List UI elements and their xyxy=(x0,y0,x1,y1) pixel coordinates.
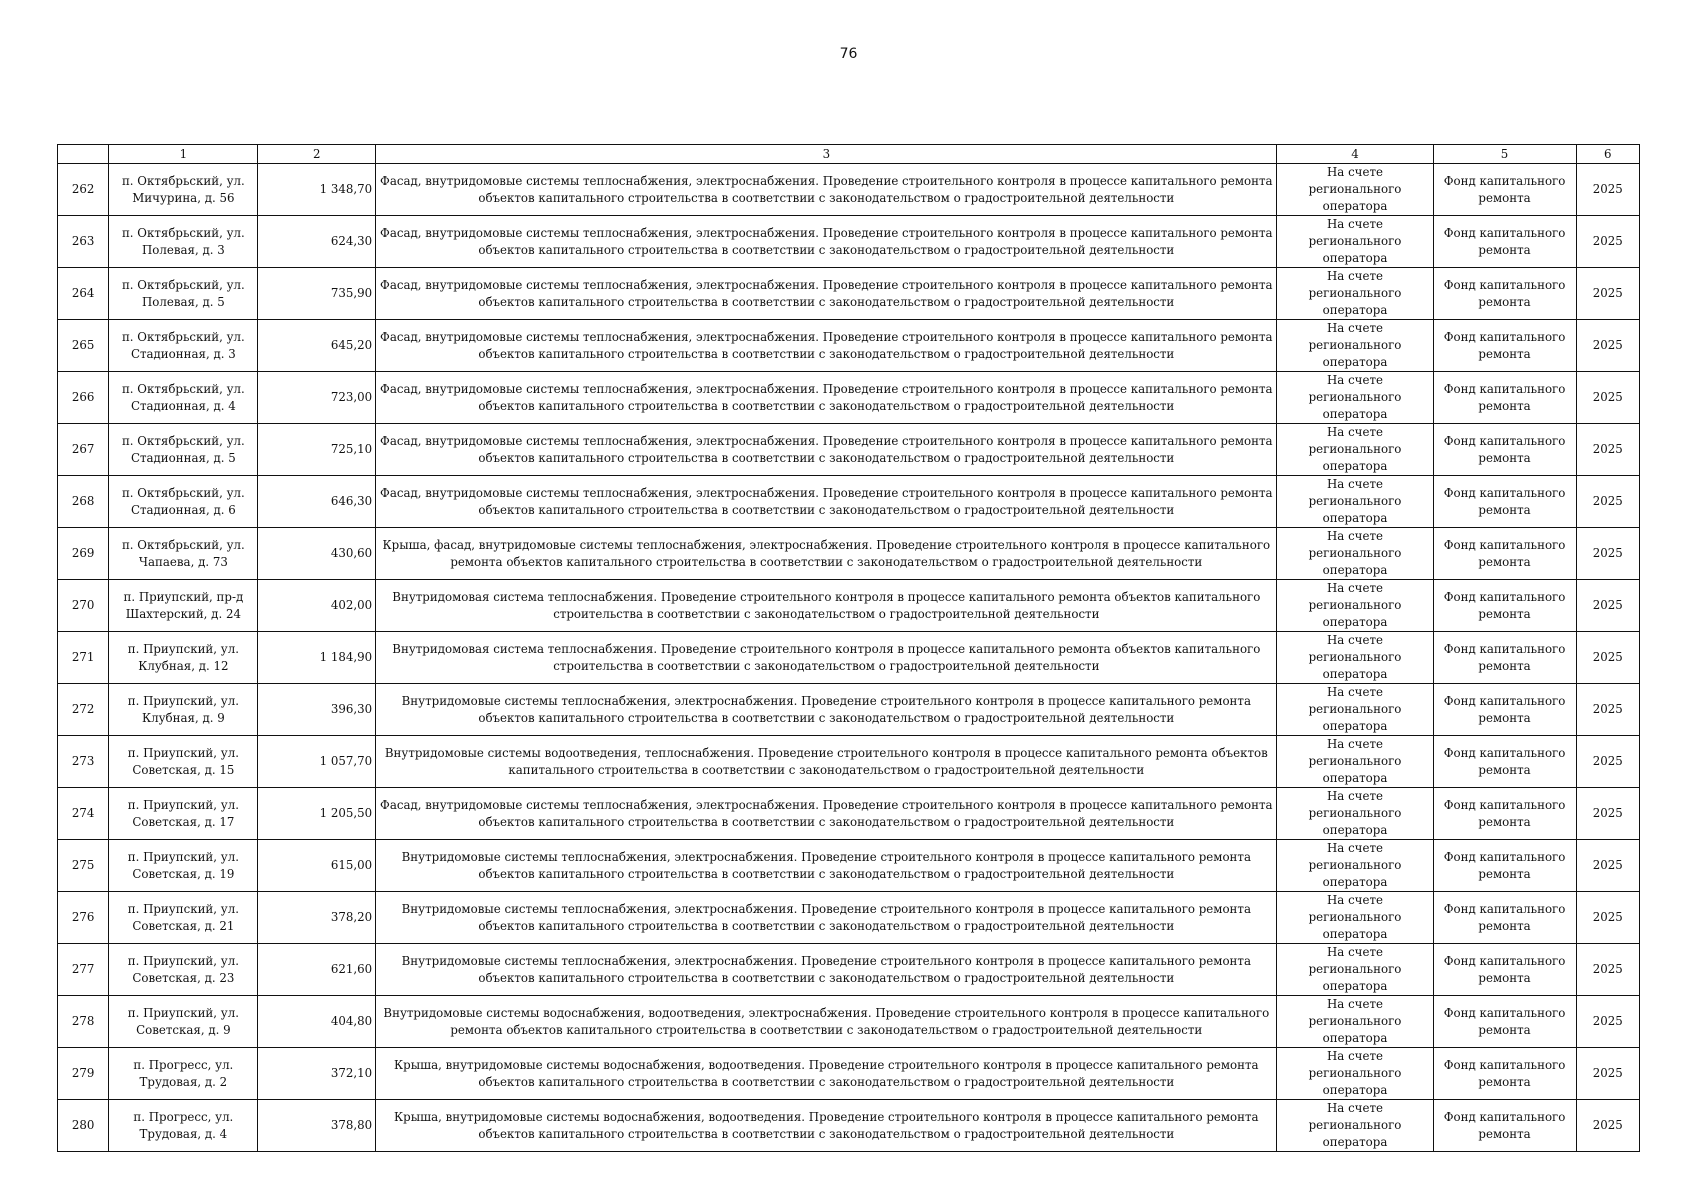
area-cell: 646,30 xyxy=(258,476,376,528)
year-cell: 2025 xyxy=(1576,372,1639,424)
works-description-cell: Фасад, внутридомовые системы теплоснабжения, электроснабжения. Проведение строительного контроля в процессе капитального ремонта объектов капитального строительства в соответствии с законодательством о градостроительной деятельности xyxy=(376,372,1277,424)
works-description-cell: Крыша, фасад, внутридомовые системы теплоснабжения, электроснабжения. Проведение строительного контроля в процессе капитального ремонта объектов капитального строительства в соответствии с законодательством о градостроительной деятельности xyxy=(376,528,1277,580)
funding-source-cell: Фонд капитального ремонта xyxy=(1433,632,1576,684)
area-cell: 402,00 xyxy=(258,580,376,632)
address-cell: п. Прогресс, ул. Трудовая, д. 4 xyxy=(109,1100,258,1152)
address-cell: п. Приупский, ул. Клубная, д. 12 xyxy=(109,632,258,684)
funding-source-cell: Фонд капитального ремонта xyxy=(1433,424,1576,476)
table-row xyxy=(58,1100,1640,1152)
area-cell: 615,00 xyxy=(258,840,376,892)
funding-source-cell: Фонд капитального ремонта xyxy=(1433,476,1576,528)
account-type-cell: На счете регионального оператора xyxy=(1277,528,1433,580)
area-cell: 1 057,70 xyxy=(258,736,376,788)
funding-source-cell: Фонд капитального ремонта xyxy=(1433,840,1576,892)
address-cell: п. Октябрьский, ул. Стадионная, д. 5 xyxy=(109,424,258,476)
row-number-cell: 264 xyxy=(58,268,109,320)
address-cell: п. Приупский, ул. Советская, д. 23 xyxy=(109,944,258,996)
table-row xyxy=(58,528,1640,580)
table-row xyxy=(58,424,1640,476)
funding-source-cell: Фонд капитального ремонта xyxy=(1433,944,1576,996)
funding-source-cell: Фонд капитального ремонта xyxy=(1433,320,1576,372)
area-cell: 396,30 xyxy=(258,684,376,736)
year-cell: 2025 xyxy=(1576,1048,1639,1100)
funding-source-cell: Фонд капитального ремонта xyxy=(1433,216,1576,268)
works-description-cell: Внутридомовые системы водоснабжения, водоотведения, электроснабжения. Проведение строительного контроля в процессе капитального ремонта объектов капитального строительства в соответствии с законодательством о градостроительной деятельности xyxy=(376,996,1277,1048)
works-description-cell: Внутридомовые системы теплоснабжения, электроснабжения. Проведение строительного контроля в процессе капитального ремонта объектов капитального строительства в соответствии с законодательством о градостроительной деятельности xyxy=(376,840,1277,892)
area-cell: 1 348,70 xyxy=(258,164,376,216)
area-cell: 621,60 xyxy=(258,944,376,996)
row-number-cell: 271 xyxy=(58,632,109,684)
area-cell: 725,10 xyxy=(258,424,376,476)
area-cell: 1 184,90 xyxy=(258,632,376,684)
account-type-cell: На счете регионального оператора xyxy=(1277,892,1433,944)
row-number-cell: 270 xyxy=(58,580,109,632)
area-cell: 430,60 xyxy=(258,528,376,580)
column-number: 5 xyxy=(1433,145,1576,164)
row-number-cell: 269 xyxy=(58,528,109,580)
account-type-cell: На счете регионального оператора xyxy=(1277,840,1433,892)
account-type-cell: На счете регионального оператора xyxy=(1277,580,1433,632)
year-cell: 2025 xyxy=(1576,944,1639,996)
address-cell: п. Приупский, ул. Советская, д. 19 xyxy=(109,840,258,892)
works-description-cell: Фасад, внутридомовые системы теплоснабжения, электроснабжения. Проведение строительного контроля в процессе капитального ремонта объектов капитального строительства в соответствии с законодательством о градостроительной деятельности xyxy=(376,164,1277,216)
row-number-cell: 280 xyxy=(58,1100,109,1152)
page-number: 76 xyxy=(839,46,858,62)
funding-source-cell: Фонд капитального ремонта xyxy=(1433,996,1576,1048)
works-description-cell: Фасад, внутридомовые системы теплоснабжения, электроснабжения. Проведение строительного контроля в процессе капитального ремонта объектов капитального строительства в соответствии с законодательством о градостроительной деятельности xyxy=(376,424,1277,476)
row-number-cell: 267 xyxy=(58,424,109,476)
column-number: 1 xyxy=(109,145,258,164)
year-cell: 2025 xyxy=(1576,892,1639,944)
address-cell: п. Приупский, ул. Советская, д. 21 xyxy=(109,892,258,944)
table-row xyxy=(58,684,1640,736)
address-cell: п. Октябрьский, ул. Мичурина, д. 56 xyxy=(109,164,258,216)
table-body xyxy=(58,164,1640,1152)
account-type-cell: На счете регионального оператора xyxy=(1277,320,1433,372)
area-cell: 404,80 xyxy=(258,996,376,1048)
year-cell: 2025 xyxy=(1576,632,1639,684)
area-cell: 735,90 xyxy=(258,268,376,320)
funding-source-cell: Фонд капитального ремонта xyxy=(1433,788,1576,840)
works-description-cell: Фасад, внутридомовые системы теплоснабжения, электроснабжения. Проведение строительного контроля в процессе капитального ремонта объектов капитального строительства в соответствии с законодательством о градостроительной деятельности xyxy=(376,788,1277,840)
account-type-cell: На счете регионального оператора xyxy=(1277,1048,1433,1100)
year-cell: 2025 xyxy=(1576,268,1639,320)
funding-source-cell: Фонд капитального ремонта xyxy=(1433,164,1576,216)
row-number-cell: 278 xyxy=(58,996,109,1048)
account-type-cell: На счете регионального оператора xyxy=(1277,684,1433,736)
funding-source-cell: Фонд капитального ремонта xyxy=(1433,268,1576,320)
row-number-cell: 273 xyxy=(58,736,109,788)
works-description-cell: Крыша, внутридомовые системы водоснабжения, водоотведения. Проведение строительного контроля в процессе капитального ремонта объектов капитального строительства в соответствии с законодательством о градостроительной деятельности xyxy=(376,1048,1277,1100)
year-cell: 2025 xyxy=(1576,840,1639,892)
table-row xyxy=(58,1048,1640,1100)
account-type-cell: На счете регионального оператора xyxy=(1277,216,1433,268)
area-cell: 624,30 xyxy=(258,216,376,268)
year-cell: 2025 xyxy=(1576,216,1639,268)
works-description-cell: Крыша, внутридомовые системы водоснабжения, водоотведения. Проведение строительного контроля в процессе капитального ремонта объектов капитального строительства в соответствии с законодательством о градостроительной деятельности xyxy=(376,1100,1277,1152)
row-number-cell: 277 xyxy=(58,944,109,996)
area-cell: 378,80 xyxy=(258,1100,376,1152)
repair-registry-table xyxy=(57,144,1640,1152)
account-type-cell: На счете регионального оператора xyxy=(1277,996,1433,1048)
area-cell: 723,00 xyxy=(258,372,376,424)
table-row xyxy=(58,632,1640,684)
account-type-cell: На счете регионального оператора xyxy=(1277,736,1433,788)
works-description-cell: Внутридомовые системы теплоснабжения, электроснабжения. Проведение строительного контроля в процессе капитального ремонта объектов капитального строительства в соответствии с законодательством о градостроительной деятельности xyxy=(376,944,1277,996)
funding-source-cell: Фонд капитального ремонта xyxy=(1433,528,1576,580)
row-number-cell: 272 xyxy=(58,684,109,736)
funding-source-cell: Фонд капитального ремонта xyxy=(1433,684,1576,736)
row-number-cell: 262 xyxy=(58,164,109,216)
year-cell: 2025 xyxy=(1576,320,1639,372)
area-cell: 372,10 xyxy=(258,1048,376,1100)
address-cell: п. Октябрьский, ул. Чапаева, д. 73 xyxy=(109,528,258,580)
address-cell: п. Октябрьский, ул. Стадионная, д. 4 xyxy=(109,372,258,424)
funding-source-cell: Фонд капитального ремонта xyxy=(1433,736,1576,788)
table-row xyxy=(58,788,1640,840)
year-cell: 2025 xyxy=(1576,1100,1639,1152)
account-type-cell: На счете регионального оператора xyxy=(1277,372,1433,424)
address-cell: п. Приупский, ул. Клубная, д. 9 xyxy=(109,684,258,736)
area-cell: 645,20 xyxy=(258,320,376,372)
row-number-cell: 268 xyxy=(58,476,109,528)
year-cell: 2025 xyxy=(1576,424,1639,476)
address-cell: п. Октябрьский, ул. Полевая, д. 5 xyxy=(109,268,258,320)
funding-source-cell: Фонд капитального ремонта xyxy=(1433,1048,1576,1100)
area-cell: 1 205,50 xyxy=(258,788,376,840)
table-row xyxy=(58,320,1640,372)
year-cell: 2025 xyxy=(1576,476,1639,528)
table-row xyxy=(58,892,1640,944)
column-number: 4 xyxy=(1277,145,1433,164)
year-cell: 2025 xyxy=(1576,164,1639,216)
year-cell: 2025 xyxy=(1576,528,1639,580)
row-number-cell: 276 xyxy=(58,892,109,944)
account-type-cell: На счете регионального оператора xyxy=(1277,944,1433,996)
year-cell: 2025 xyxy=(1576,788,1639,840)
works-description-cell: Фасад, внутридомовые системы теплоснабжения, электроснабжения. Проведение строительного контроля в процессе капитального ремонта объектов капитального строительства в соответствии с законодательством о градостроительной деятельности xyxy=(376,476,1277,528)
column-number-row xyxy=(58,145,1640,164)
funding-source-cell: Фонд капитального ремонта xyxy=(1433,580,1576,632)
account-type-cell: На счете регионального оператора xyxy=(1277,1100,1433,1152)
row-number-cell: 275 xyxy=(58,840,109,892)
row-number-cell: 279 xyxy=(58,1048,109,1100)
row-number-cell: 263 xyxy=(58,216,109,268)
table-row xyxy=(58,840,1640,892)
table-row xyxy=(58,268,1640,320)
column-number: 6 xyxy=(1576,145,1639,164)
account-type-cell: На счете регионального оператора xyxy=(1277,632,1433,684)
column-number xyxy=(58,145,109,164)
address-cell: п. Октябрьский, ул. Стадионная, д. 6 xyxy=(109,476,258,528)
works-description-cell: Внутридомовые системы водоотведения, теплоснабжения. Проведение строительного контроля в процессе капитального ремонта объектов капитального строительства в соответствии с законодательством о градостроительной деятельности xyxy=(376,736,1277,788)
table-row xyxy=(58,164,1640,216)
year-cell: 2025 xyxy=(1576,996,1639,1048)
account-type-cell: На счете регионального оператора xyxy=(1277,788,1433,840)
year-cell: 2025 xyxy=(1576,736,1639,788)
address-cell: п. Прогресс, ул. Трудовая, д. 2 xyxy=(109,1048,258,1100)
area-cell: 378,20 xyxy=(258,892,376,944)
works-description-cell: Фасад, внутридомовые системы теплоснабжения, электроснабжения. Проведение строительного контроля в процессе капитального ремонта объектов капитального строительства в соответствии с законодательством о градостроительной деятельности xyxy=(376,216,1277,268)
table-row xyxy=(58,372,1640,424)
table-row xyxy=(58,580,1640,632)
year-cell: 2025 xyxy=(1576,580,1639,632)
row-number-cell: 266 xyxy=(58,372,109,424)
account-type-cell: На счете регионального оператора xyxy=(1277,268,1433,320)
table-row xyxy=(58,996,1640,1048)
column-number: 3 xyxy=(376,145,1277,164)
account-type-cell: На счете регионального оператора xyxy=(1277,164,1433,216)
address-cell: п. Приупский, ул. Советская, д. 9 xyxy=(109,996,258,1048)
table-row xyxy=(58,736,1640,788)
table-row xyxy=(58,944,1640,996)
address-cell: п. Приупский, ул. Советская, д. 17 xyxy=(109,788,258,840)
works-description-cell: Внутридомовые системы теплоснабжения, электроснабжения. Проведение строительного контроля в процессе капитального ремонта объектов капитального строительства в соответствии с законодательством о градостроительной деятельности xyxy=(376,892,1277,944)
works-description-cell: Фасад, внутридомовые системы теплоснабжения, электроснабжения. Проведение строительного контроля в процессе капитального ремонта объектов капитального строительства в соответствии с законодательством о градостроительной деятельности xyxy=(376,268,1277,320)
funding-source-cell: Фонд капитального ремонта xyxy=(1433,372,1576,424)
column-number: 2 xyxy=(258,145,376,164)
year-cell: 2025 xyxy=(1576,684,1639,736)
table-row xyxy=(58,216,1640,268)
address-cell: п. Приупский, ул. Советская, д. 15 xyxy=(109,736,258,788)
table-row xyxy=(58,476,1640,528)
funding-source-cell: Фонд капитального ремонта xyxy=(1433,1100,1576,1152)
works-description-cell: Внутридомовые системы теплоснабжения, электроснабжения. Проведение строительного контроля в процессе капитального ремонта объектов капитального строительства в соответствии с законодательством о градостроительной деятельности xyxy=(376,684,1277,736)
account-type-cell: На счете регионального оператора xyxy=(1277,476,1433,528)
address-cell: п. Октябрьский, ул. Стадионная, д. 3 xyxy=(109,320,258,372)
works-description-cell: Внутридомовая система теплоснабжения. Проведение строительного контроля в процессе капитального ремонта объектов капитального строительства в соответствии с законодательством о градостроительной деятельности xyxy=(376,632,1277,684)
address-cell: п. Октябрьский, ул. Полевая, д. 3 xyxy=(109,216,258,268)
funding-source-cell: Фонд капитального ремонта xyxy=(1433,892,1576,944)
row-number-cell: 274 xyxy=(58,788,109,840)
works-description-cell: Внутридомовая система теплоснабжения. Проведение строительного контроля в процессе капитального ремонта объектов капитального строительства в соответствии с законодательством о градостроительной деятельности xyxy=(376,580,1277,632)
row-number-cell: 265 xyxy=(58,320,109,372)
account-type-cell: На счете регионального оператора xyxy=(1277,424,1433,476)
address-cell: п. Приупский, пр-д Шахтерский, д. 24 xyxy=(109,580,258,632)
works-description-cell: Фасад, внутридомовые системы теплоснабжения, электроснабжения. Проведение строительного контроля в процессе капитального ремонта объектов капитального строительства в соответствии с законодательством о градостроительной деятельности xyxy=(376,320,1277,372)
